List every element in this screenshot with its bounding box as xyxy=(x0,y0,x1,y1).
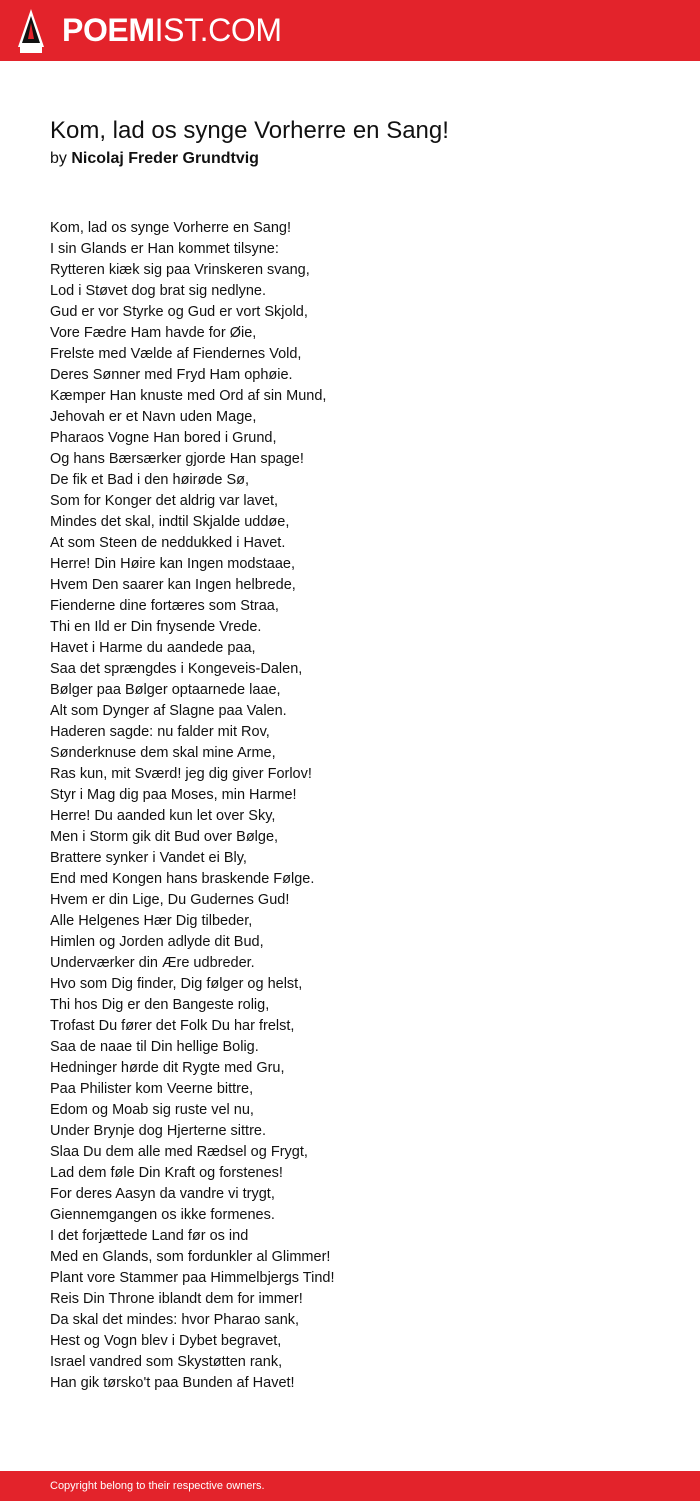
site-footer xyxy=(0,1471,700,1501)
author-line xyxy=(50,148,259,170)
poem-line: At som Steen de neddukked i Havet. xyxy=(50,535,286,551)
poem-line: Slaa Du dem alle med Rædsel og Frygt, xyxy=(50,1144,308,1160)
poem-line: Som for Konger det aldrig var lavet, xyxy=(50,493,279,509)
poem-line: End med Kongen hans braskende Følge. xyxy=(50,871,315,887)
poem-line: Frelste med Vælde af Fiendernes Vold, xyxy=(50,346,302,362)
pencil-icon[interactable] xyxy=(18,9,44,53)
poem-line: I det forjættede Land før os ind xyxy=(50,1228,249,1244)
poem-line: Thi hos Dig er den Bangeste rolig, xyxy=(50,997,270,1013)
poem-line: Underværker din Ære udbreder. xyxy=(50,955,255,971)
poem-line: Havet i Harme du aandede paa, xyxy=(50,640,256,656)
author-name: Nicolaj Freder Grundtvig xyxy=(71,150,259,167)
poem-line: Vore Fædre Ham havde for Øie, xyxy=(50,325,257,341)
poem-line: Jehovah er et Navn uden Mage, xyxy=(50,409,257,425)
poem-line: Hvem Den saarer kan Ingen helbrede, xyxy=(50,577,296,593)
poem-line: Edom og Moab sig ruste vel nu, xyxy=(50,1102,254,1118)
poem-line: Da skal det mindes: hvor Pharao sank, xyxy=(50,1312,300,1328)
brand-bold-text: POEM xyxy=(62,12,155,48)
poem-line: Pharaos Vogne Han bored i Grund, xyxy=(50,430,277,446)
poem-body xyxy=(50,218,334,1394)
poem-line: Hvo som Dig finder, Dig følger og helst, xyxy=(50,976,303,992)
poem-line: Saa det sprængdes i Kongeveis-Dalen, xyxy=(50,661,303,677)
poem-line: Under Brynje dog Hjerterne sittre. xyxy=(50,1123,266,1139)
poem-line: Hest og Vogn blev i Dybet begravet, xyxy=(50,1333,282,1349)
poem-line: Reis Din Throne iblandt dem for immer! xyxy=(50,1291,303,1307)
poem-line: Med en Glands, som fordunkler al Glimmer! xyxy=(50,1249,331,1265)
poem-line: Thi en Ild er Din fnysende Vrede. xyxy=(50,619,262,635)
author-prefix: by xyxy=(50,150,67,167)
poem-line: Himlen og Jorden adlyde dit Bud, xyxy=(50,934,264,950)
poem-line: Herre! Du aanded kun let over Sky, xyxy=(50,808,276,824)
poem-line: Lod i Støvet dog brat sig nedlyne. xyxy=(50,283,267,299)
poem-line: Alt som Dynger af Slagne paa Valen. xyxy=(50,703,287,719)
poem-line: Haderen sagde: nu falder mit Rov, xyxy=(50,724,270,740)
poem-line: Gud er vor Styrke og Gud er vort Skjold, xyxy=(50,304,308,320)
poem-line: For deres Aasyn da vandre vi trygt, xyxy=(50,1186,275,1202)
poem-line: Herre! Din Høire kan Ingen modstaae, xyxy=(50,556,295,572)
poem-line: Rytteren kiæk sig paa Vrinskeren svang, xyxy=(50,262,310,278)
poem-line: Giennemgangen os ikke formenes. xyxy=(50,1207,275,1223)
brand-light-text: IST.COM xyxy=(154,12,282,48)
poem-line: Saa de naae til Din hellige Bolig. xyxy=(50,1039,259,1055)
poem-line: De fik et Bad i den høirøde Sø, xyxy=(50,472,250,488)
poem-line: Hvem er din Lige, Du Gudernes Gud! xyxy=(50,892,290,908)
poem-line: Plant vore Stammer paa Himmelbjergs Tind! xyxy=(50,1270,335,1286)
poem-line: Men i Storm gik dit Bud over Bølge, xyxy=(50,829,279,845)
poem-line: Kom, lad os synge Vorherre en Sang! xyxy=(50,220,292,236)
site-header xyxy=(0,0,700,61)
poem-line: Trofast Du fører det Folk Du har frelst, xyxy=(50,1018,295,1034)
poem-title: Kom, lad os synge Vorherre en Sang! xyxy=(50,117,449,144)
poem-line: Og hans Bærsærker gjorde Han spage! xyxy=(50,451,304,467)
poem-line: Sønderknuse dem skal mine Arme, xyxy=(50,745,276,761)
poem-line: I sin Glands er Han kommet tilsyne: xyxy=(50,241,279,257)
poem-line: Han gik tørsko't paa Bunden af Havet! xyxy=(50,1375,295,1391)
poem-line: Bølger paa Bølger optaarnede laae, xyxy=(50,682,281,698)
site-logo-text[interactable] xyxy=(62,12,282,48)
poem-line: Alle Helgenes Hær Dig tilbeder, xyxy=(50,913,253,929)
poem-line: Fienderne dine fortæres som Straa, xyxy=(50,598,279,614)
poem-line: Lad dem føle Din Kraft og forstenes! xyxy=(50,1165,283,1181)
poem-line: Deres Sønner med Fryd Ham ophøie. xyxy=(50,367,293,383)
poem-line: Styr i Mag dig paa Moses, min Harme! xyxy=(50,787,297,803)
poem-line: Brattere synker i Vandet ei Bly, xyxy=(50,850,247,866)
copyright-text: Copyright belong to their respective owners. xyxy=(50,1480,265,1492)
poem-line: Israel vandred som Skystøtten rank, xyxy=(50,1354,283,1370)
poem-line: Hedninger hørde dit Rygte med Gru, xyxy=(50,1060,285,1076)
poem-line: Kæmper Han knuste med Ord af sin Mund, xyxy=(50,388,327,404)
poem-line: Ras kun, mit Sværd! jeg dig giver Forlov! xyxy=(50,766,312,782)
poem-line: Mindes det skal, indtil Skjalde uddøe, xyxy=(50,514,290,530)
poem-line: Paa Philister kom Veerne bittre, xyxy=(50,1081,254,1097)
